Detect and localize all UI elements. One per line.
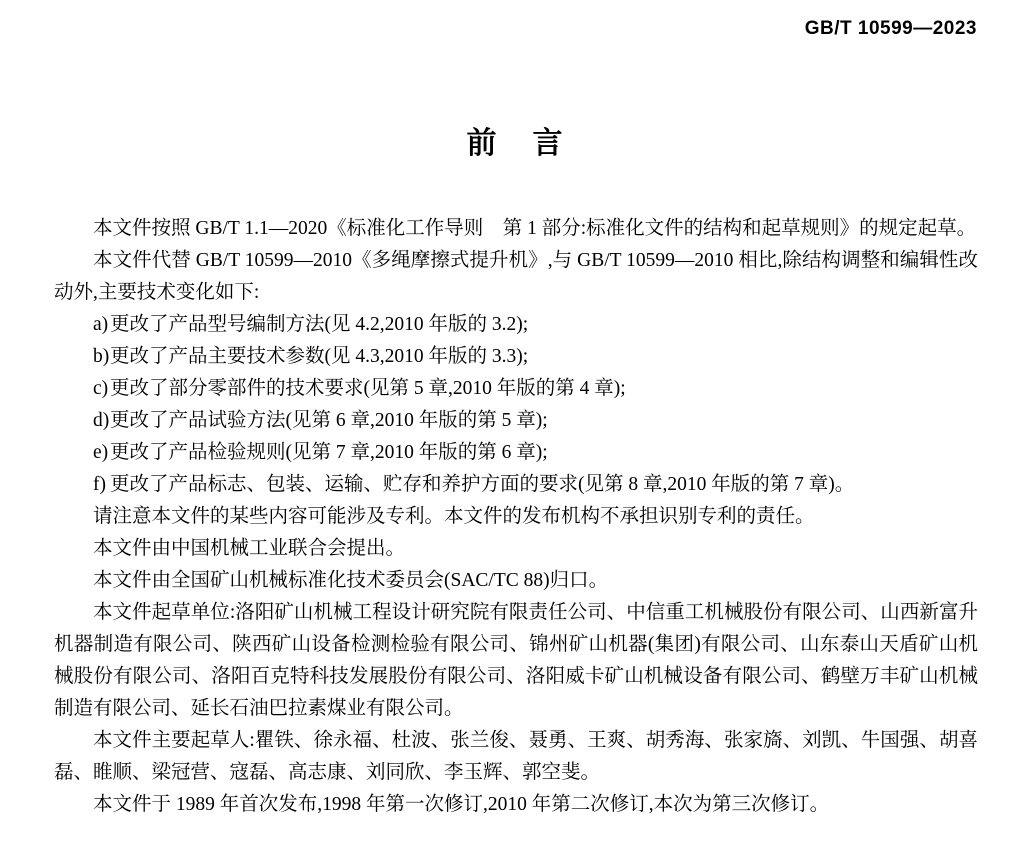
list-item-label: 更改了产品检验规则(见第 7 章,2010 年版的第 6 章); [110,442,548,463]
list-item [54,341,978,373]
list-item-marker: d) [93,410,110,431]
page-title [0,118,1031,162]
list-item [54,309,978,341]
list-item-marker: c) [93,378,109,399]
list-item-label: 更改了产品主要技术参数(见 4.3,2010 年版的 3.3); [110,346,529,367]
list-item-label: 更改了产品标志、包装、运输、贮存和养护方面的要求(见第 8 章,2010 年版的第 7 章)。 [110,474,855,495]
foreword-body [54,213,978,821]
list-item-marker: b) [93,346,110,367]
paragraph-proposer: 本文件由中国机械工业联合会提出。 [93,538,406,559]
paragraph-scope: 本文件按照 GB/T 1.1—2020《标准化工作导则 第 1 部分:标准化文件的结构和起草规则》的规定起草。 [93,218,977,239]
list-item [54,373,978,405]
paragraph-revision-history: 本文件于 1989 年首次发布,1998 年第一次修订,2010 年第二次修订,本次为第三次修订。 [93,794,830,815]
list-item-marker: e) [93,442,109,463]
list-item-label: 更改了部分零部件的技术要求(见第 5 章,2010 年版的第 4 章); [110,378,626,399]
page-title-char-2: 言 [532,127,565,160]
page-header-standard-number: GB/T 10599—2023 [804,18,977,39]
list-item [54,469,978,501]
list-item-label: 更改了产品试验方法(见第 6 章,2010 年版的第 5 章); [110,410,548,431]
paragraph-patent-notice: 请注意本文件的某些内容可能涉及专利。本文件的发布机构不承担识别专利的责任。 [93,506,815,527]
list-item [54,437,978,469]
paragraph-drafters: 本文件主要起草人:瞿铁、徐永福、杜波、张兰俊、聂勇、王爽、胡秀海、张家旖、刘凯、牛国强、胡喜磊、睢顺、梁冠营、寇磊、高志康、刘同欣、李玉辉、郭空斐。 [54,730,978,783]
list-item [54,405,978,437]
page-title-char-1: 前 [466,127,499,160]
paragraph-replaces: 本文件代替 GB/T 10599—2010《多绳摩擦式提升机》,与 GB/T 10599—2010 相比,除结构调整和编辑性改动外,主要技术变化如下: [54,250,978,303]
paragraph-committee: 本文件由全国矿山机械标准化技术委员会(SAC/TC 88)归口。 [93,570,609,591]
list-item-label: 更改了产品型号编制方法(见 4.2,2010 年版的 3.2); [110,314,529,335]
paragraph-drafting-units: 本文件起草单位:洛阳矿山机械工程设计研究院有限责任公司、中信重工机械股份有限公司、山西新富升机器制造有限公司、陕西矿山设备检测检验有限公司、锦州矿山机器(集团)有限公司、山东泰山天盾矿山机械股份有限公司、洛阳百克特科技发展股份有限公司、洛阳威卡矿山机械设备有限公司、鹤壁万丰矿山机械制造有限公司、延长石油巴拉素煤业有限公司。 [54,602,978,719]
list-item-marker: a) [93,314,109,335]
list-item-marker: f) [93,474,106,495]
